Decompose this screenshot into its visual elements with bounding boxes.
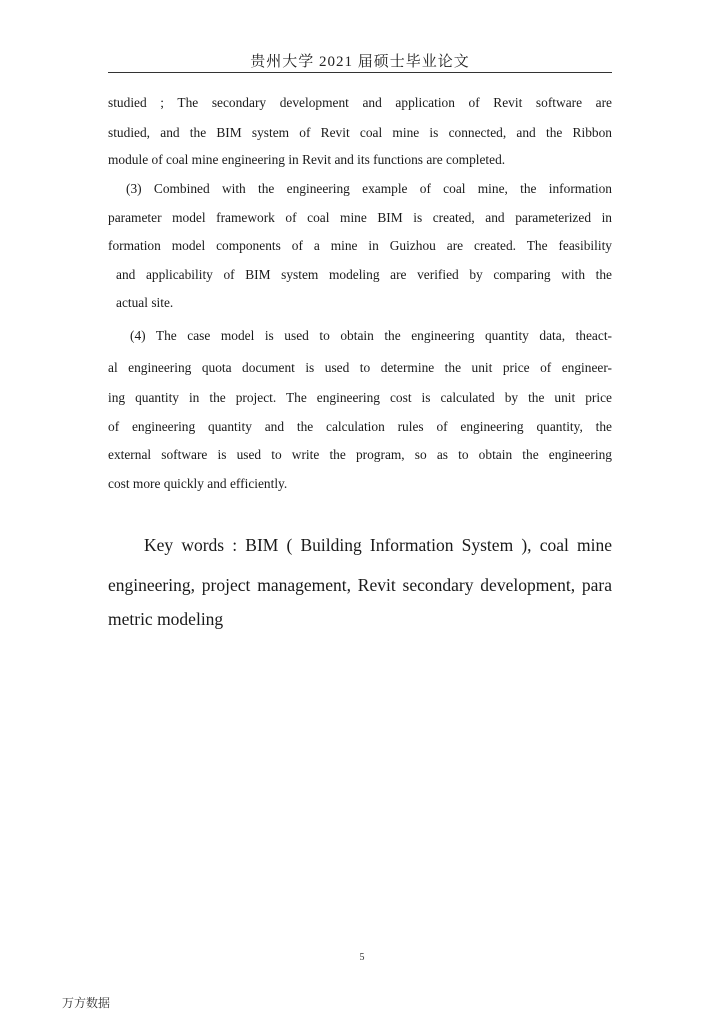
text-line: al engineering quota document is used to determine the unit price of engineer- <box>108 360 612 375</box>
source-watermark: 万方数据 <box>62 996 111 1010</box>
keywords-line: Key words : BIM ( Building Information System ), coal mine <box>144 535 612 555</box>
text-line: studied, and the BIM system of Revit coal mine is connected, and the Ribbon <box>108 125 612 140</box>
text-line: formation model components of a mine in Guizhou are created. The feasibility <box>108 238 612 253</box>
text-line: ing quantity in the project. The engineering cost is calculated by the unit price <box>108 390 612 405</box>
header-rule <box>108 72 612 73</box>
text-line: actual site. <box>116 295 174 310</box>
keywords-line: engineering, project management, Revit secondary development, para <box>108 575 612 595</box>
text-line: and applicability of BIM system modeling are verified by comparing with the <box>116 267 612 282</box>
text-line: module of coal mine engineering in Revit and its functions are completed. <box>108 152 506 167</box>
text-line: of engineering quantity and the calculation rules of engineering quantity, the <box>108 419 612 434</box>
running-header: 贵州大学 2021 届硕士毕业论文 <box>250 54 470 70</box>
text-line: (4) The case model is used to obtain the engineering quantity data, theact- <box>130 328 612 343</box>
text-line: (3) Combined with the engineering example of coal mine, the information <box>126 181 612 196</box>
text-line: cost more quickly and efficiently. <box>108 476 288 491</box>
text-line: parameter model framework of coal mine BIM is created, and parameterized in <box>108 210 612 225</box>
text-line: studied ; The secondary development and application of Revit software are <box>108 95 612 110</box>
page-number: 5 <box>359 952 365 963</box>
text-line: external software is used to write the program, so as to obtain the engineering <box>108 447 612 462</box>
keywords-line: metric modeling <box>108 609 224 629</box>
